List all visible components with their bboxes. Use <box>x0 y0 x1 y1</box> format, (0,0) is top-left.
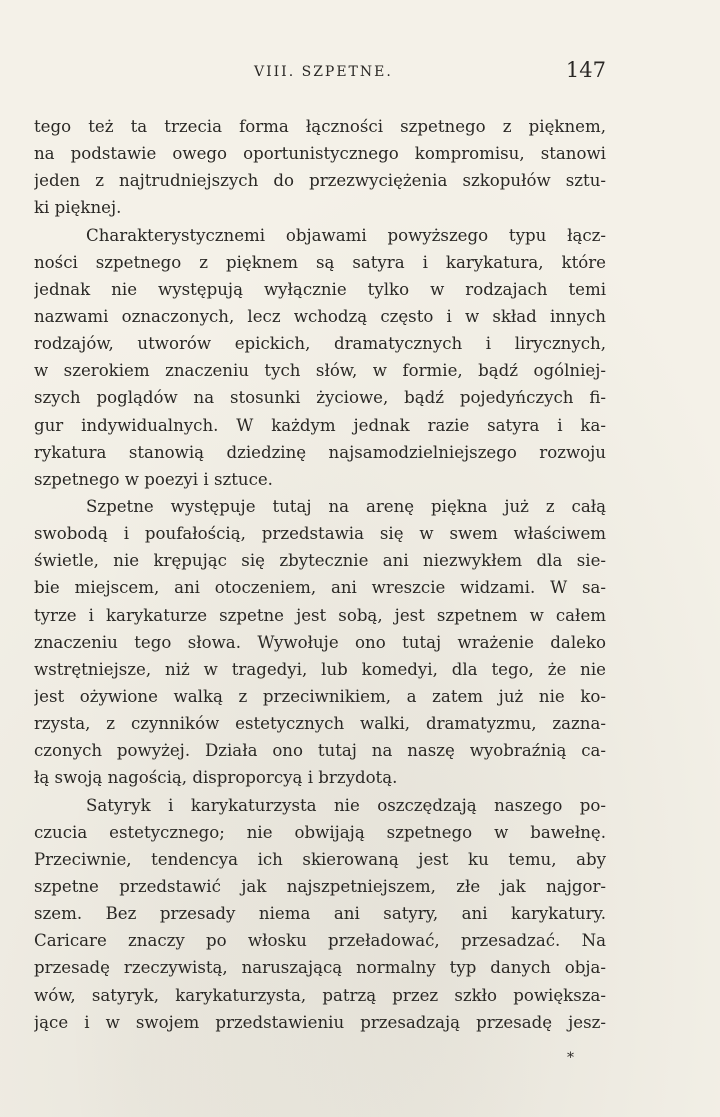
text-line: świetle, nie krępując się zbytecznie ani niezwykłem dla sie- <box>34 551 606 571</box>
text-line: tego też ta trzecia forma łączności szpetnego z pięknem, <box>34 117 606 136</box>
text-line: przesadę rzeczywistą, naruszającą normalny typ danych obja- <box>34 958 606 978</box>
text-line: swobodą i poufałością, przedstawia się w swem właściwem <box>34 524 606 544</box>
text-line: jeden z najtrudniejszych do przezwyciężenia szkopułów sztu- <box>34 171 606 191</box>
text-line: ki pięknej. <box>34 198 122 218</box>
text-line: w szerokiem znaczeniu tych słów, w formie, bądź ogólniej- <box>34 361 606 381</box>
text-line: bie miejscem, ani otoczeniem, ani wreszcie widzami. W sa- <box>34 578 606 598</box>
running-head: VIII. SZPETNE. <box>254 64 393 80</box>
text-line: szych poglądów na stosunki życiowe, bądź pojedyńczych fi- <box>34 388 606 408</box>
page-header <box>34 58 606 92</box>
text-line: łą swoją nagością, disproporcyą i brzydotą. <box>34 768 398 788</box>
text-line: ności szpetnego z pięknem są satyra i karykatura, które <box>34 252 606 272</box>
text-line: szem. Bez przesady niema ani satyry, ani karykatury. <box>34 904 606 924</box>
text-line: Szpetne występuje tutaj na arenę piękna już z całą <box>86 496 606 516</box>
text-line: gur indywidualnych. W każdym jednak razie satyra i ka- <box>34 415 606 435</box>
text-line: na podstawie owego oportunistycznego kompromisu, stanowi <box>34 144 606 164</box>
text-line: szpetnego w poezyi i sztuce. <box>34 469 273 489</box>
text-line: szpetne przedstawić jak najszpetniejszem, złe jak najgor- <box>34 876 606 896</box>
text-line: rykatura stanowią dziedzinę najsamodzielniejszego rozwoju <box>34 442 606 462</box>
text-line: rzysta, z czynników estetycznych walki, dramatyzmu, zazna- <box>34 714 606 734</box>
text-line: Satyryk i karykaturzysta nie oszczędzają naszego po- <box>86 795 606 815</box>
text-line: wów, satyryk, karykaturzysta, patrzą przez szkło powiększa- <box>34 985 606 1005</box>
text-line: rodzajów, utworów epickich, dramatycznych i lirycznych, <box>34 334 606 354</box>
text-line: Caricare znaczy po włosku przeładować, przesadzać. Na <box>34 931 606 951</box>
signature-mark: * <box>567 1050 574 1066</box>
text-line: jednak nie występują wyłącznie tylko w rodzajach temi <box>34 279 606 299</box>
text-line: jące i w swojem przedstawieniu przesadzają przesadę jesz- <box>34 1012 606 1032</box>
text-line: znaczeniu tego słowa. Wywołuje ono tutaj wrażenie daleko <box>34 632 606 652</box>
text-line: wstrętniejsze, niż w tragedyi, lub komedyi, dla tego, że nie <box>34 659 606 679</box>
text-line: jest ożywione walką z przeciwnikiem, a zatem już nie ko- <box>34 686 606 706</box>
text-line: tyrze i karykaturze szpetne jest sobą, jest szpetnem w całem <box>34 605 606 625</box>
page-number: 147 <box>565 58 606 82</box>
body-text <box>34 113 606 1036</box>
text-line: czonych powyżej. Działa ono tutaj na naszę wyobraźnią ca- <box>34 741 606 761</box>
text-line: Charakterystycznemi objawami powyższego typu łącz- <box>86 225 606 245</box>
text-line: Przeciwnie, tendencya ich skierowaną jest ku temu, aby <box>34 849 606 869</box>
text-line: czucia estetycznego; nie obwijają szpetnego w bawełnę. <box>34 822 606 842</box>
text-line: nazwami oznaczonych, lecz wchodzą często i w skład innych <box>34 306 606 326</box>
page-footer <box>34 1050 606 1070</box>
